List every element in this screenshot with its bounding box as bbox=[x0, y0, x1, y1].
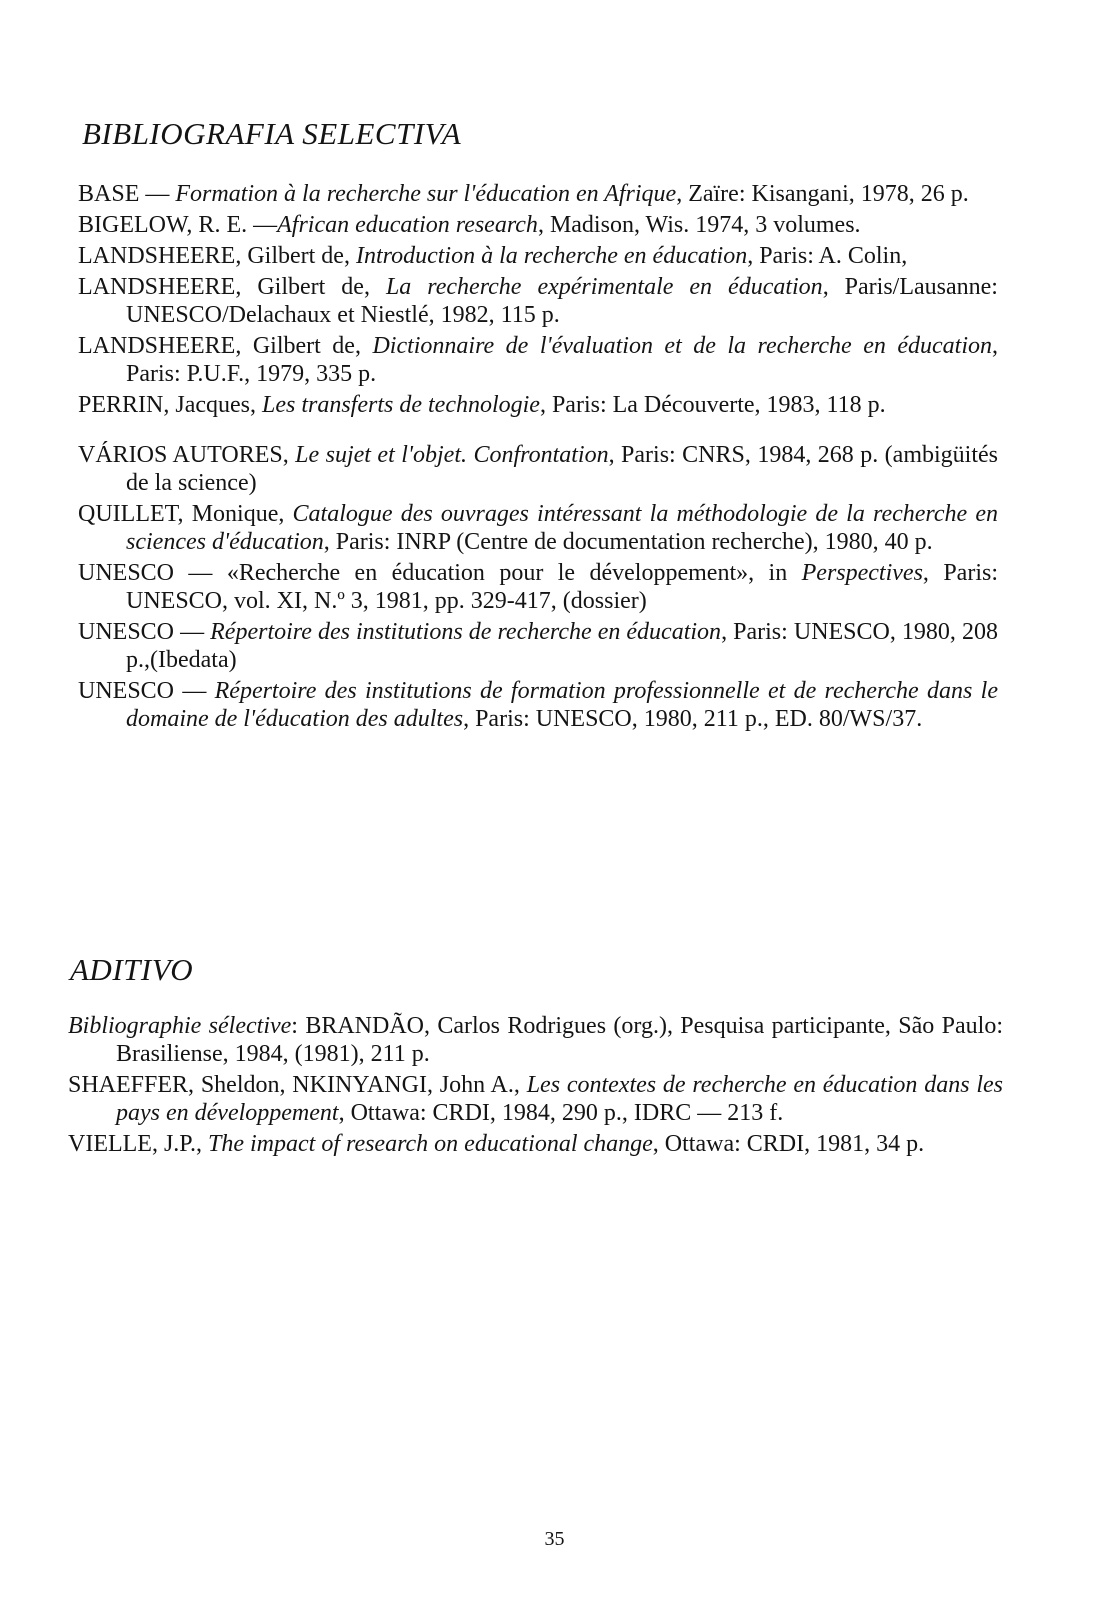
section-heading-aditivo: ADITIVO bbox=[70, 952, 194, 987]
aditivo-list bbox=[68, 1012, 1003, 1161]
bibliography-entry: QUILLET, Monique, Catalogue des ouvrages intéressant la méthodologie de la recherche en sciences d'éducation, Paris: INRP (Centre de documentation recherche), 1980, 40 p. bbox=[78, 501, 998, 555]
bibliography-entry: VIELLE, J.P., The impact of research on educational change, Ottawa: CRDI, 1981, 34 p. bbox=[68, 1131, 925, 1157]
bibliography-entry: UNESCO — Répertoire des institutions de recherche en éducation, Paris: UNESCO, 1980, 208 p.,(Ibedata) bbox=[78, 619, 998, 673]
page-number: 35 bbox=[544, 1528, 565, 1550]
section-heading-bibliografia: BIBLIOGRAFIA SELECTIVA bbox=[82, 116, 462, 151]
bibliography-entry: BASE — Formation à la recherche sur l'éducation en Afrique, Zaïre: Kisangani, 1978, 26 p. bbox=[78, 181, 969, 207]
bibliography-entry: Bibliographie sélective: BRANDÃO, Carlos Rodrigues (org.), Pesquisa participante, São Paulo: Brasiliense, 1984, (1981), 211 p. bbox=[68, 1013, 1003, 1067]
bibliography-list bbox=[78, 180, 998, 736]
bibliography-entry: UNESCO — «Recherche en éducation pour le développement», in Perspectives, Paris: UNESCO, vol. XI, N.º 3, 1981, pp. 329-417, (dossier) bbox=[78, 560, 998, 614]
bibliography-entry: LANDSHEERE, Gilbert de, Dictionnaire de l'évaluation et de la recherche en éducation, Paris: P.U.F., 1979, 335 p. bbox=[78, 333, 998, 387]
bibliography-entry: VÁRIOS AUTORES, Le sujet et l'objet. Confrontation, Paris: CNRS, 1984, 268 p. (ambigüités de la science) bbox=[78, 442, 998, 496]
bibliography-entry: UNESCO — Répertoire des institutions de formation professionnelle et de recherche dans le domaine de l'éducation des adultes, Paris: UNESCO, 1980, 211 p., ED. 80/WS/37. bbox=[78, 678, 998, 732]
bibliography-entry: LANDSHEERE, Gilbert de, Introduction à la recherche en éducation, Paris: A. Colin, bbox=[78, 243, 908, 269]
bibliography-entry: PERRIN, Jacques, Les transferts de technologie, Paris: La Découverte, 1983, 118 p. bbox=[78, 392, 886, 418]
bibliography-entry: BIGELOW, R. E. —African education research, Madison, Wis. 1974, 3 volumes. bbox=[78, 212, 861, 238]
bibliography-entry: LANDSHEERE, Gilbert de, La recherche expérimentale en éducation, Paris/Lausanne: UNESCO/Delachaux et Niestlé, 1982, 115 p. bbox=[78, 274, 998, 328]
bibliography-entry: SHAEFFER, Sheldon, NKINYANGI, John A., Les contextes de recherche en éducation dans les pays en développement, Ottawa: CRDI, 1984, 290 p., IDRC — 213 f. bbox=[68, 1072, 1003, 1126]
